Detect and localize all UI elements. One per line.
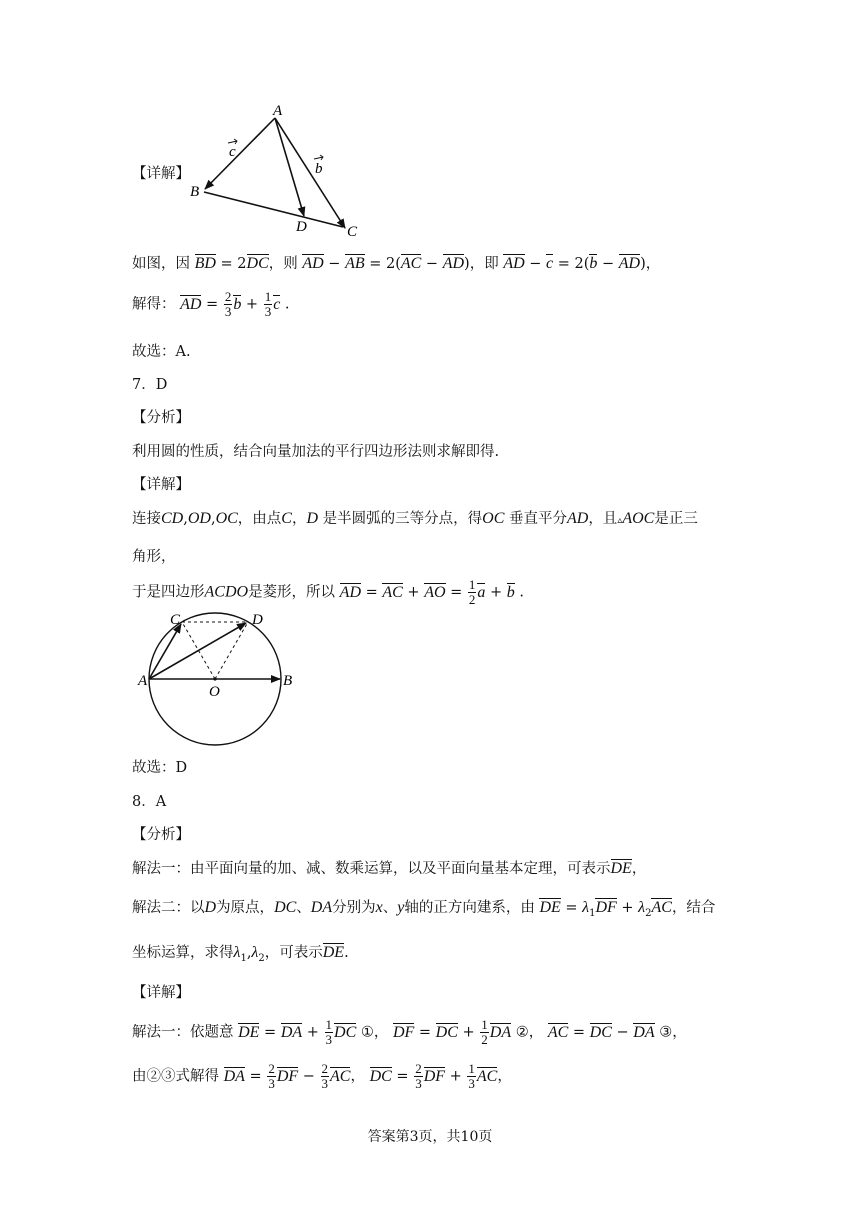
page-footer: 答案第3页，共10页: [367, 1129, 493, 1145]
arrow-over-b: [314, 155, 323, 160]
q7-detail-line2: 角形，: [132, 549, 176, 565]
q8-method2: 解法二：以D为原点，DC、DA分别为x、y轴的正方向建系，由 DE = $\lambda_1DF + \lambda_2AC$，结合: [132, 899, 716, 919]
q8-number: 8．A: [132, 794, 167, 810]
q7-detail-line3: 于是四边形ACDO是菱形，所以 AD = AC + AO = $\frac{1}{2}$ a + b .: [132, 577, 524, 607]
q6-solution-line2: 解得： AD = $\frac{2}{3}$ b + $\frac{1}{3}$ c .: [132, 289, 290, 319]
vector-ac: [275, 118, 345, 228]
segment-bc: [204, 192, 343, 227]
q6-answer: 故选：A.: [132, 344, 191, 360]
label-vec-b: b: [315, 161, 323, 177]
vector-ad: [275, 118, 304, 216]
triangle-figure: [185, 100, 375, 245]
q8-analysis-label: 【分析】: [132, 827, 190, 843]
q8-detail-line2: 由②③式解得 DA = $\frac{2}{3}$ DF − $\frac{2}{3}$ AC， DC = $\frac{2}{3}$ DF + $\frac{1}{3}$ AC，: [132, 1061, 512, 1091]
label-a: A: [273, 103, 283, 119]
label-c: C: [347, 224, 358, 240]
label-b: B: [283, 673, 293, 689]
q7-detail-line1: 连接CD,OD,OC，由点C，D 是半圆弧的三等分点，得OC 垂直平分AD，且▵AOC是正三: [132, 510, 698, 527]
point-o: [213, 677, 216, 680]
q7-answer: 故选：D: [132, 760, 188, 776]
label-b: B: [190, 184, 200, 200]
label-c: C: [170, 612, 181, 628]
q6-solution-line1: 如图，因 BD = 2DC，则 AD − AB = 2(AC − AD)，即 AD − c = 2(b − AD)，: [132, 255, 661, 272]
circle-figure: [135, 608, 300, 753]
q7-analysis-label: 【分析】: [132, 410, 190, 426]
q8-method1: 解法一：由平面向量的加、减、数乘运算，以及平面向量基本定理，可表示DE，: [132, 860, 647, 877]
label-d: D: [296, 219, 307, 235]
q6-detail-label: 【详解】: [132, 166, 190, 182]
q8-detail-line1: 解法一：依题意 DE = DA + $\frac{1}{3}$ DC ①， DF = DC + $\frac{1}{2}$ DA ②， AC = DC − DA ③，: [132, 1017, 687, 1047]
label-o: O: [209, 684, 220, 700]
label-vec-c: c: [229, 144, 236, 160]
vector-ab: [205, 118, 275, 189]
label-a: A: [138, 673, 148, 689]
vector-ac: [149, 624, 181, 679]
q8-method3: 坐标运算，求得$\lambda_1,\lambda_2$，可表示DE.: [132, 944, 349, 964]
label-d: D: [252, 612, 263, 628]
q8-detail-label: 【详解】: [132, 985, 190, 1001]
q7-number: 7．D: [132, 377, 168, 393]
q7-detail-label: 【详解】: [132, 477, 190, 493]
q7-analysis: 利用圆的性质，结合向量加法的平行四边形法则求解即得.: [132, 444, 500, 460]
